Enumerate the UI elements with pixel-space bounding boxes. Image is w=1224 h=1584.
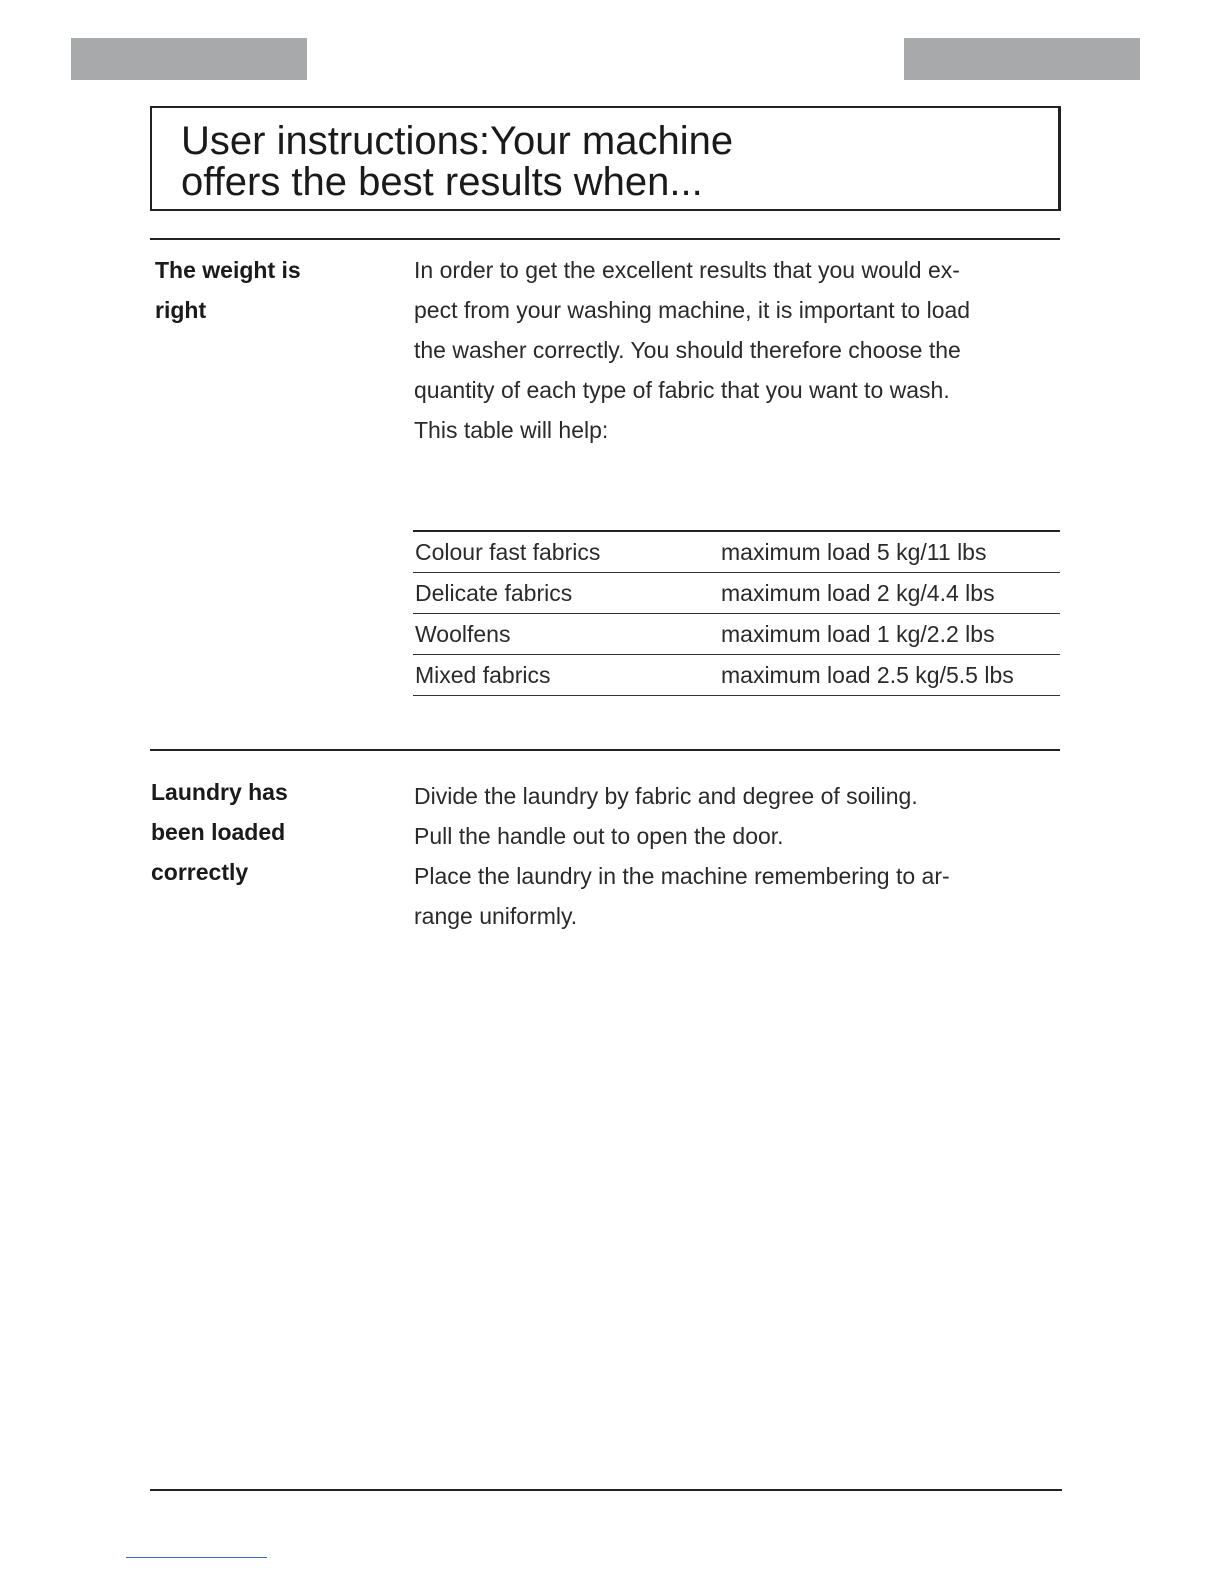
table-row [413, 614, 1060, 655]
max-load-cell: maximum load 1 kg/2.2 lbs [721, 614, 1060, 655]
section-divider-top [150, 238, 1060, 240]
fabric-cell: Colour fast fabrics [413, 531, 721, 573]
footer-divider [150, 1489, 1062, 1491]
table-row [413, 573, 1060, 614]
paragraph-line: This table will help: [414, 417, 609, 443]
paragraph-line: the washer correctly. You should therefore choose the [414, 337, 961, 363]
fabric-cell: Mixed fabrics [413, 655, 721, 696]
fabric-cell: Delicate fabrics [413, 573, 721, 614]
section-label-line: correctly [151, 859, 249, 885]
title-box [150, 106, 1061, 211]
section-label-line: right [155, 297, 207, 323]
header-tab-left [71, 38, 307, 80]
section-label-line: The weight is [155, 257, 301, 283]
footer-link-underline [126, 1557, 267, 1558]
fabric-cell: Woolfens [413, 614, 721, 655]
section-label-weight [155, 250, 301, 330]
section-label-line: Laundry has [151, 779, 288, 805]
paragraph-line: In order to get the excellent results that you would ex- [414, 257, 960, 283]
section-divider-middle [150, 749, 1060, 751]
paragraph-line: Pull the handle out to open the door. [414, 823, 784, 849]
header-tab-right [904, 38, 1140, 80]
paragraph-line: quantity of each type of fabric that you want to wash. [414, 377, 950, 403]
section-body-loading [414, 776, 1062, 936]
section-label-line: been loaded [151, 819, 286, 845]
section-label-loading [151, 772, 288, 892]
max-load-cell: maximum load 2.5 kg/5.5 lbs [721, 655, 1060, 696]
max-load-cell: maximum load 2 kg/4.4 lbs [721, 573, 1060, 614]
page-title-line-2: offers the best results when... [181, 160, 703, 204]
table-row [413, 531, 1060, 573]
paragraph-line: Place the laundry in the machine remembering to ar- [414, 863, 950, 889]
table-row [413, 655, 1060, 696]
load-table [413, 530, 1060, 696]
max-load-cell: maximum load 5 kg/11 lbs [721, 531, 1060, 573]
paragraph-line: pect from your washing machine, it is important to load [414, 297, 971, 323]
section-body-weight [414, 250, 1062, 450]
page-title-line-1: User instructions:Your machine [181, 119, 734, 163]
paragraph-line: range uniformly. [414, 903, 578, 929]
paragraph-line: Divide the laundry by fabric and degree of soiling. [414, 783, 918, 809]
